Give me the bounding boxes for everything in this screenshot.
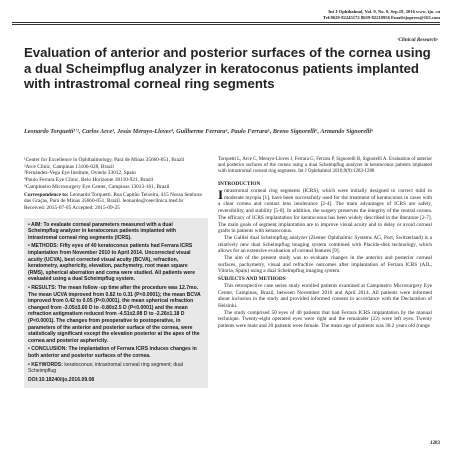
intro-paragraph-3: The aim of the present study was to evaluate changes in the anterior and posterior corneal surfaces, pachymetry, visual and refractive outcomes after implantation of Ferrara ICRS (AJL, Vitoria, Spain) using a dual Scheimpflug imaging system.: [218, 255, 432, 275]
affiliation: ³Fernández-Vega Eye Institute, Oviedo 33012, Spain: [24, 170, 136, 177]
citation: Torquetti L, Arce C, Merayo-Lloves J, Ferrara G, Ferrara P, Signorelli B, Signorelli A. Evaluation of anterior and posterior surfaces of the cornea using a dual Scheimpflug analyzer in keratoconus patients implanted with intrastromal corneal ring segments. Int J Ophthalmol 2016;9(9):1283-1288: [218, 157, 432, 175]
page-number: 1283: [430, 441, 440, 446]
journal-header: [250, 9, 440, 20]
journal-header-line1: Int J Ophthalmol, Vol. 9, No. 9, Sep.18, 2016 www. ijo. cn: [328, 9, 440, 14]
affiliation: ¹Center for Excellence in Ophthalmology, Pará de Minas 35660-051, Brazil: [24, 157, 185, 163]
intro-paragraph-1: [218, 188, 432, 235]
drop-cap: I: [218, 186, 224, 202]
methods-paragraph-2: The study comprised 50 eyes of 40 patients that had Ferrara ICRS implantation by the manual technique. Twenty-eight operated eyes were right and the remainder (22) were left eyes. Twenty patients were male and 20 patients were female. The mean age of patients was 30.2 years old (range: [218, 309, 432, 330]
doi[interactable]: DOI:10.18240/ijo.2016.09.08: [28, 376, 95, 383]
abstract-results: [28, 285, 204, 344]
affiliation: ²Arce Clinic, Campinas 13106-028, Brazil: [24, 163, 114, 170]
abstract-aim: [28, 222, 204, 242]
abstract-methods: [28, 243, 204, 283]
article-title: Evaluation of anterior and posterior surfaces of the cornea using a dual Scheimpflug analyzer in keratoconus patients implanted with intrastromal corneal ring segments: [24, 45, 431, 92]
abstract-conclusion-label: • CONCLUSION:: [28, 346, 68, 353]
correspondence-label: Correspondence to:: [24, 191, 69, 198]
abstract-keywords-text: keratoconus; intrastromal corneal ring segment; dual Scheimpflug: [28, 361, 183, 375]
abstract-results-text: The mean follow -up time after the procedure was 12.7mo. The mean UCVA improved from 0.82 to 0.31 (P<0.0001); the mean BCVA improved from 0.42 to 0.05 (P<0.0001). the mean spherical refraction changed from -3.05±3.60 D to -0.80±2.5 D (P<0.0001) and the mean refraction astigmatism reduced from -4.51±2.08 D to -2.26±1.18 D (P<0.0001). The changes from preoperative to postoperative, in parameters of the anterior and posterior surface of the cornea, were statistically significant except the elevation posterior at the apex of the cornea and posterior asphericity.: [28, 284, 201, 344]
introduction-heading: INTRODUCTION: [218, 181, 261, 188]
header-rule-top: [12, 22, 440, 23]
abstract-keywords: [28, 362, 204, 375]
correspondence: [24, 192, 208, 205]
abstract-results-label: • RESULTS:: [28, 284, 57, 291]
abstract-keywords-label: • KEYWORDS:: [28, 361, 63, 368]
abstract-box: [24, 218, 208, 389]
intro-paragraph-2: The Galilei dual Scheimpflug analyzer (Ziemer Ophthalmic Systems AG, Port, Switzerland) is a relatively new dual Scheimpflug imaging system combined with Placido-disk technology, which allows for an extensive evaluation of corneal features [9].: [218, 234, 432, 255]
journal-header-line2: Tel:8629-82245172 8629-82210956 Email:ijopress@163.com: [323, 14, 440, 20]
abstract-conclusion: [28, 346, 204, 359]
section-tag: ·Clinical Research·: [397, 37, 438, 43]
affiliation: ⁵Campineiro Microsurgery Eye Center, Campinas 13013-161, Brazil: [24, 183, 170, 190]
author-list: Leonardo Torquetti¹'², Carlos Arce³, Jesús Merayo-Lloves⁴, Guilherme Ferrara⁵, Paulo Ferrara⁵, Breno Signorelli⁶, Armando Signorelli⁶: [24, 128, 374, 135]
right-column: [218, 157, 432, 330]
methods-heading: SUBJECTS AND METHODS: [218, 276, 286, 283]
abstract-methods-label: • METHODS:: [28, 243, 59, 250]
abstract-aim-label: • AIM:: [28, 221, 43, 228]
affiliation: ⁴Paulo Ferrara Eye Clinic, Belo Horizonte 30110-921, Brazil: [24, 177, 154, 184]
abstract-methods-text: Fifty eyes of 40 keratoconus patients had Ferrara ICRS implantation from November 2010 to April 2014. Uncorrected visual acuity (UCVA), best corrected visual acuity (BCVA), refraction, keratometry, asphericity, elevation, pachymetry, root mean square (RMS), spherical aberration and coma were studied. All patients were evaluated using a dual Scheimpflug system.: [28, 243, 196, 283]
received-accepted-dates: Received: 2015-07-05 Accepted: 2015-09-25: [24, 204, 120, 211]
abstract-aim-text: To evaluate corneal parameters measured with a dual Scheimpflug analyzer in keratoconus patients implanted with intrastromal corneal ring segments (ICRS).: [28, 221, 177, 241]
intro-paragraph-1-text: ntrastromal corneal ring segments (ICRS), which were initially designed to correct mild to moderate myopia [1], have been successfully used for the treatment of keratoconus in cases with a clear cornea and contact lens intolerance [2-4]. The main advantages of ICRS are safety, reversibility, and stability [5-8]. In addition, the surgery preserves the integrity of the central cornea. The efficacy of ICRS implantation for keratoconus has been widely described in the literature [2-7]. The main goals of segment implantation are to improve visual acuity and to delay or avoid corneal grafts in patients with keratoconus.: [218, 187, 432, 235]
correspondence-text: Leonardo Torquetti. Rua Capitão Teixeira, 415 Nossa Senhora das Graças, Pará de Minas 35660-051, Brazil. leonardo@ceeclinica.med.br: [24, 191, 202, 205]
methods-paragraph-1: This retrospective case series study enrolled patients examined at Campineiro Microsurgery Eye Center, Campinas, Brazil, between November 2010 and April 2014. All patients were informed about inclusion in the study and provided informed consent in accordance with the Declaration of Helsinki.: [218, 282, 432, 309]
left-column: [24, 157, 208, 388]
abstract-conclusion-text: The implantation of Ferrara ICRS induces changes in both anterior and posterior surfaces of the cornea.: [28, 346, 197, 359]
header-rule-bottom: [12, 24, 440, 25]
